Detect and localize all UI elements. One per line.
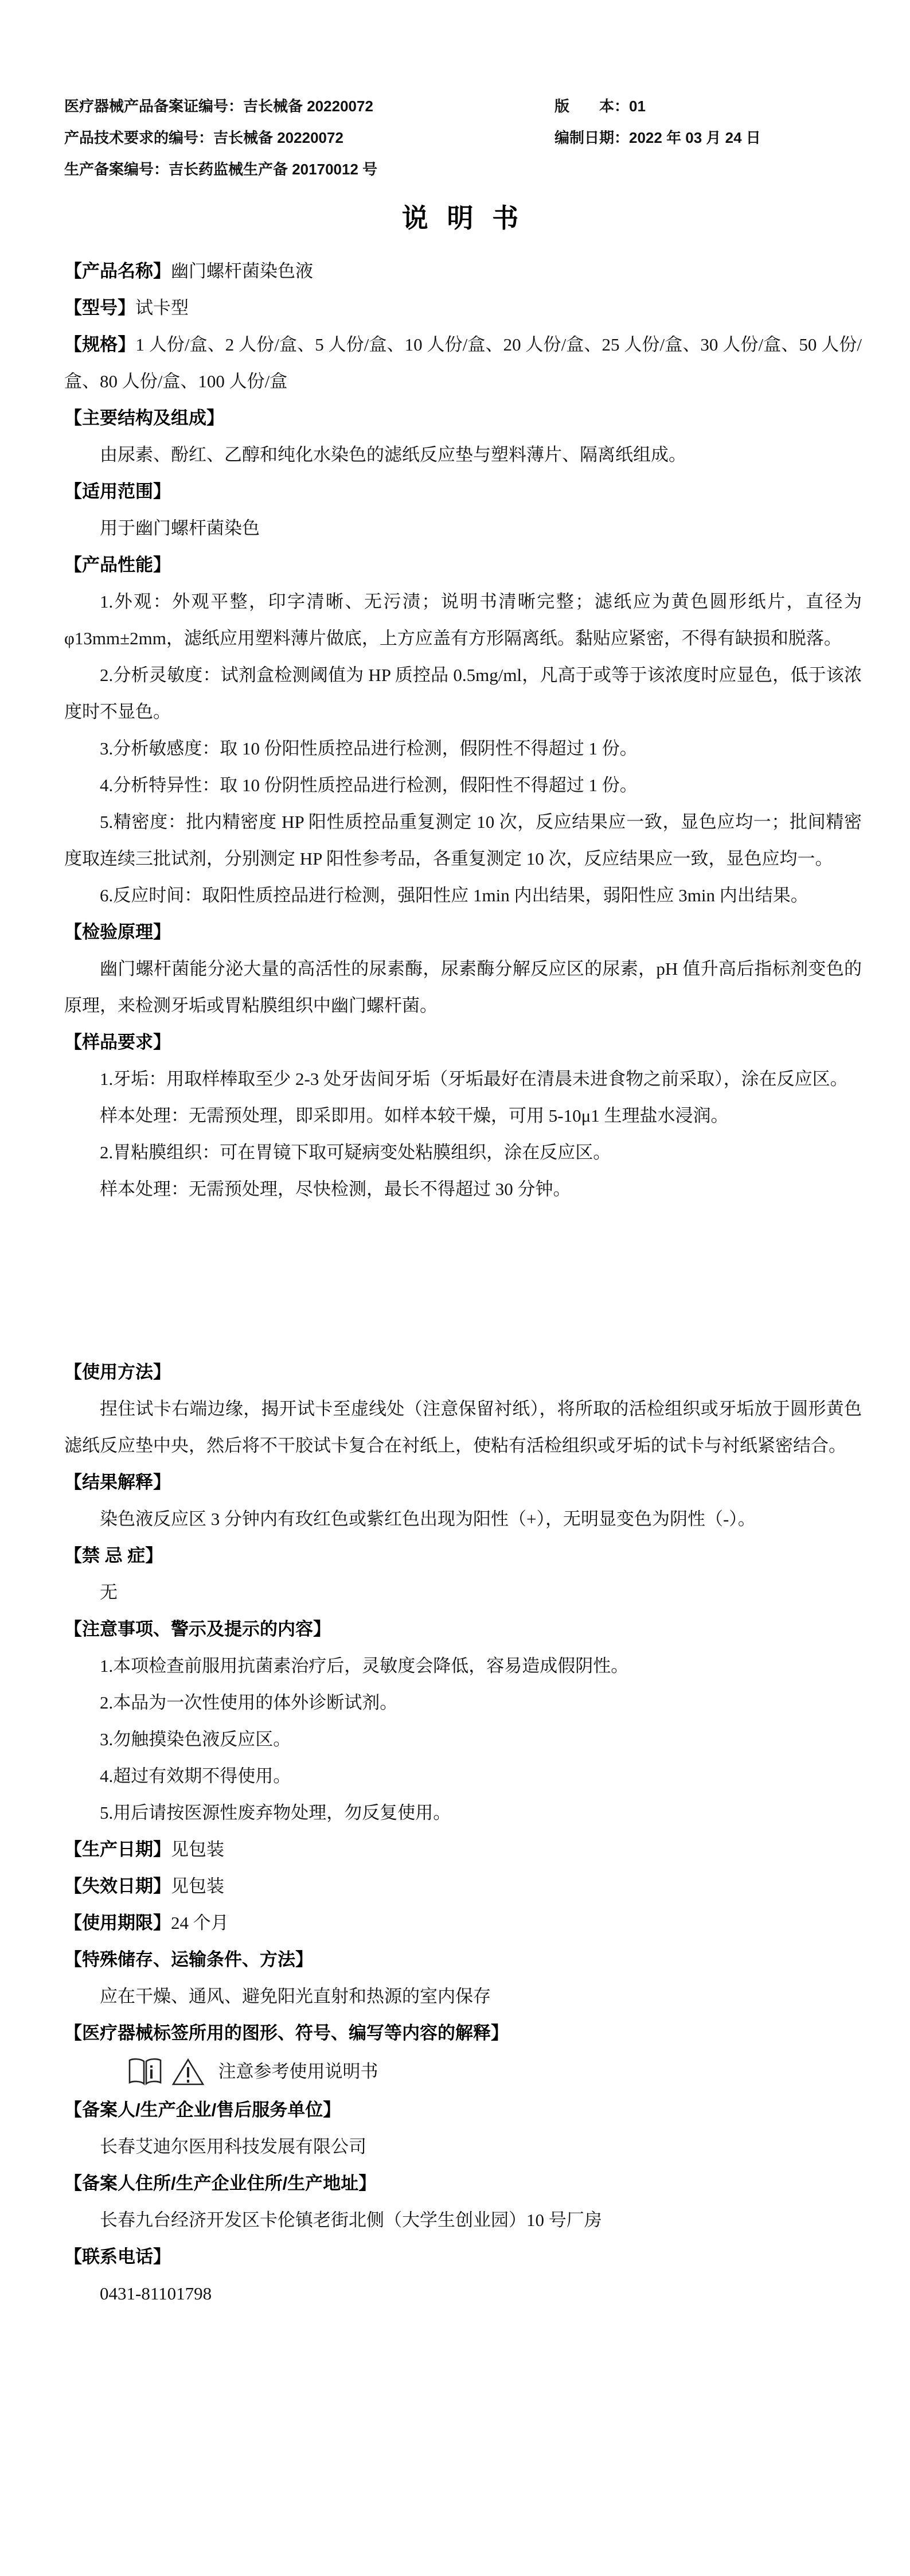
performance-item: 1.外观：外观平整，印字清晰、无污渍；说明书清晰完整；滤纸应为黄色圆形纸片，直径为φ13mm±2mm，滤纸应用塑料薄片做底，上方应盖有方形隔离纸。黏贴应紧密，不得有缺损和脱落。 <box>64 592 862 648</box>
spec-value: 1 人份/盒、2 人份/盒、5 人份/盒、10 人份/盒、20 人份/盒、25 人份/盒、30 人份/盒、50 人份/盒、80 人份/盒、100 人份/盒 <box>64 334 862 391</box>
symbols-heading: 【医疗器械标签所用的图形、符号、编写等内容的解释】 <box>64 2023 509 2043</box>
address-heading: 【备案人住所/生产企业住所/生产地址】 <box>64 2173 377 2193</box>
symbols-caption: 注意参考使用说明书 <box>218 2061 378 2081</box>
phone-paragraph: 0431-81101798 <box>100 2283 212 2303</box>
product-name-value: 幽门螺杆菌染色液 <box>171 261 313 281</box>
header-right-column <box>554 91 761 154</box>
consult-instructions-booklet-icon <box>127 2057 163 2087</box>
notes-item: 2.本品为一次性使用的体外诊断试剂。 <box>100 1692 398 1713</box>
caution-triangle-icon <box>171 2057 205 2087</box>
header-left-column <box>64 91 489 185</box>
storage-paragraph: 应在干燥、通风、避免阳光直射和热源的室内保存 <box>100 1986 491 2006</box>
result-heading: 【结果解释】 <box>64 1472 171 1492</box>
spec-line <box>64 326 862 400</box>
storage-heading: 【特殊储存、运输条件、方法】 <box>64 1949 313 1970</box>
performance-heading: 【产品性能】 <box>64 555 171 575</box>
performance-item: 5.精密度：批内精密度 HP 阳性质控品重复测定 10 次，反应结果应一致，显色应均一；批间精密度取连续三批试剂，分别测定 HP 阳性参考品，各重复测定 10 次，反应结果应一致，显色应均一。 <box>64 812 862 869</box>
shelf-life-heading: 【使用期限】 <box>64 1913 171 1933</box>
usage-heading: 【使用方法】 <box>64 1362 171 1382</box>
sample-item: 样本处理：无需预处理，即采即用。如样本较干燥，可用 5-10μ1 生理盐水浸润。 <box>100 1106 729 1126</box>
registrant-heading: 【备案人/生产企业/售后服务单位】 <box>64 2100 341 2120</box>
expiry-date-heading: 【失效日期】 <box>64 1876 171 1896</box>
sample-item: 1.牙垢：用取样棒取至少 2-3 处牙齿间牙垢（牙垢最好在清晨未进食物之前采取），涂在反应区。 <box>100 1069 848 1089</box>
document-title: 说 明 书 <box>401 203 525 233</box>
result-paragraph: 染色液反应区 3 分钟内有玫红色或紫红色出现为阳性（+），无明显变色为阴性（-）。 <box>100 1509 756 1529</box>
performance-item: 6.反应时间：取阳性质控品进行检测，强阳性应 1min 内出结果，弱阳性应 3min 内出结果。 <box>100 885 809 905</box>
compile-date-line: 编制日期：2022 年 03 月 24 日 <box>554 129 761 146</box>
notes-item: 1.本项检查前服用抗菌素治疗后，灵敏度会降低，容易造成假阴性。 <box>100 1656 629 1676</box>
sample-item: 样本处理：无需预处理，尽快检测，最长不得超过 30 分钟。 <box>100 1179 571 1199</box>
expiry-date-line <box>64 1868 862 1905</box>
performance-item: 2.分析灵敏度：试剂盒检测阈值为 HP 质控品 0.5mg/ml，凡高于或等于该浓度时应显色，低于该浓度时不显色。 <box>64 665 862 722</box>
shelf-life-line <box>64 1905 862 1941</box>
version-line: 版 本：01 <box>554 98 646 115</box>
product-name-heading: 【产品名称】 <box>64 261 171 281</box>
notes-item: 3.勿触摸染色液反应区。 <box>100 1729 291 1749</box>
product-name-line <box>64 253 862 290</box>
notes-item: 4.超过有效期不得使用。 <box>100 1766 291 1786</box>
contraindication-paragraph: 无 <box>100 1582 118 1602</box>
registrant-paragraph: 长春艾迪尔医用科技发展有限公司 <box>100 2137 366 2157</box>
notes-heading: 【注意事项、警示及提示的内容】 <box>64 1619 331 1639</box>
production-date-value: 见包装 <box>171 1839 224 1859</box>
scope-heading: 【适用范围】 <box>64 481 171 501</box>
symbols-row <box>64 2052 862 2092</box>
sample-item: 2.胃粘膜组织：可在胃镜下取可疑病变处粘膜组织，涂在反应区。 <box>100 1142 611 1162</box>
principle-heading: 【检验原理】 <box>64 922 171 942</box>
spec-heading: 【规格】 <box>64 334 136 355</box>
production-record-number-line: 生产备案编号：吉长药监械生产备 20170012 号 <box>64 161 378 178</box>
structure-heading: 【主要结构及组成】 <box>64 408 224 428</box>
performance-item: 3.分析敏感度：取 10 份阳性质控品进行检测，假阴性不得超过 1 份。 <box>100 738 638 758</box>
document-header <box>64 91 862 185</box>
address-paragraph: 长春九台经济开发区卡伦镇老街北侧（大学生创业园）10 号厂房 <box>100 2210 602 2230</box>
structure-paragraph: 由尿素、酚红、乙醇和纯化水染色的滤纸反应垫与塑料薄片、隔离纸组成。 <box>100 445 686 465</box>
model-heading: 【型号】 <box>64 298 135 318</box>
model-value: 试卡型 <box>135 298 189 318</box>
production-date-heading: 【生产日期】 <box>64 1839 171 1859</box>
shelf-life-value: 24 个月 <box>171 1913 229 1933</box>
registration-cert-number-line: 医疗器械产品备案证编号：吉长械备 20220072 <box>64 98 373 115</box>
expiry-date-value: 见包装 <box>171 1876 224 1896</box>
phone-heading: 【联系电话】 <box>64 2247 171 2267</box>
document-body <box>64 253 862 2312</box>
performance-item: 4.分析特异性：取 10 份阴性质控品进行检测，假阳性不得超过 1 份。 <box>100 775 638 795</box>
usage-paragraph: 捏住试卡右端边缘，揭开试卡至虚线处（注意保留衬纸），将所取的活检组织或牙垢放于圆形黄色滤纸反应垫中央，然后将不干胶试卡复合在衬纸上，使粘有活检组织或牙垢的试卡与衬纸紧密结合。 <box>64 1399 862 1456</box>
scope-paragraph: 用于幽门螺杆菌染色 <box>100 518 260 538</box>
notes-item: 5.用后请按医源性废弃物处理，勿反复使用。 <box>100 1803 451 1823</box>
production-date-line <box>64 1831 862 1868</box>
sample-heading: 【样品要求】 <box>64 1032 171 1052</box>
principle-paragraph: 幽门螺杆菌能分泌大量的高活性的尿素酶，尿素酶分解反应区的尿素，pH 值升高后指标剂变色的原理，来检测牙垢或胃粘膜组织中幽门螺杆菌。 <box>64 959 862 1015</box>
contraindication-heading: 【禁 忌 症】 <box>64 1546 163 1566</box>
technical-requirement-number-line: 产品技术要求的编号：吉长械备 20220072 <box>64 129 343 146</box>
model-line <box>64 290 862 326</box>
